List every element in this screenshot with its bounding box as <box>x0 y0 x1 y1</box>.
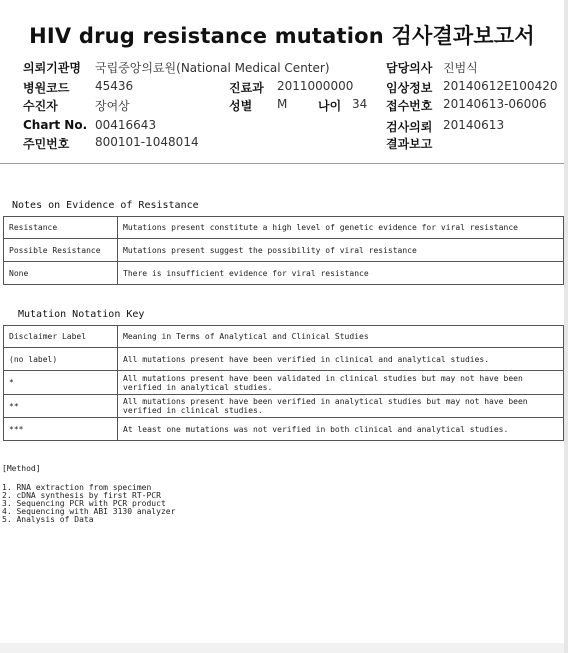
doctor-label: 담당의사 <box>386 61 433 75</box>
age-label: 나이 <box>318 99 342 113</box>
notation-desc: All mutations present have been validated in clinical studies but may not have been verified in analytical studies. <box>118 371 564 395</box>
notation-desc: Meaning in Terms of Analytical and Clinical Studies <box>118 326 564 348</box>
evidence-label: Possible Resistance <box>4 239 118 262</box>
header-divider <box>0 163 564 164</box>
table-row <box>4 395 564 418</box>
method-step: 3. Sequencing PCR with PCR product <box>2 499 166 508</box>
receipt-value: 20140613-06006 <box>443 97 547 111</box>
method-step: 5. Analysis of Data <box>2 515 94 524</box>
table-row <box>4 217 564 239</box>
table-row <box>4 239 564 262</box>
report-title: HIV drug resistance mutation 검사결과보고서 <box>29 24 535 48</box>
sex-value: M <box>277 97 288 111</box>
table-row <box>4 326 564 348</box>
table-row <box>4 371 564 395</box>
test-request-label: 검사의뢰 <box>386 120 433 134</box>
age-value: 34 <box>352 97 368 111</box>
notation-label: (no label) <box>4 348 118 371</box>
department-label: 진료과 <box>229 81 264 95</box>
evidence-table <box>3 216 564 285</box>
notation-table <box>3 325 564 441</box>
test-request-value: 20140613 <box>443 118 505 132</box>
patient-label: 수진자 <box>23 99 58 113</box>
clinical-info-label: 임상정보 <box>386 81 433 95</box>
method-heading: [Method] <box>2 464 41 473</box>
hospital-code-label: 병원코드 <box>23 81 70 95</box>
method-step: 1. RNA extraction from specimen <box>2 483 152 492</box>
institution-value: 국립중앙의료원(National Medical Center) <box>95 61 330 75</box>
notation-heading: Mutation Notation Key <box>18 309 145 320</box>
notation-desc: At least one mutations was not verified in both clinical and analytical studies. <box>118 418 564 441</box>
notation-label: *** <box>4 418 118 441</box>
notation-label: * <box>4 371 118 395</box>
result-report-label: 결과보고 <box>386 137 433 151</box>
table-row <box>4 262 564 285</box>
doctor-value: 진범식 <box>443 61 478 75</box>
patient-value: 장여상 <box>95 99 130 113</box>
evidence-desc: Mutations present suggest the possibility of viral resistance <box>118 239 564 262</box>
evidence-heading: Notes on Evidence of Resistance <box>12 200 199 211</box>
method-step: 2. cDNA synthesis by first RT-PCR <box>2 491 161 500</box>
institution-label: 의뢰기관명 <box>23 61 81 75</box>
notation-desc: All mutations present have been verified in clinical and analytical studies. <box>118 348 564 371</box>
notation-desc: All mutations present have been verified in analytical studies but may not have been verified in clinical studies. <box>118 395 564 418</box>
evidence-label: Resistance <box>4 217 118 239</box>
evidence-label: None <box>4 262 118 285</box>
evidence-desc: There is insufficient evidence for viral resistance <box>118 262 564 285</box>
method-step: 4. Sequencing with ABI 3130 analyzer <box>2 507 176 516</box>
table-row <box>4 418 564 441</box>
notation-label: ** <box>4 395 118 418</box>
table-row <box>4 348 564 371</box>
resident-no-value: 800101-1048014 <box>95 135 199 149</box>
resident-no-label: 주민번호 <box>23 137 70 151</box>
department-value: 2011000000 <box>277 79 354 93</box>
receipt-label: 접수번호 <box>386 99 433 113</box>
vertical-scrollbar[interactable] <box>564 0 568 653</box>
sex-label: 성별 <box>229 99 253 113</box>
evidence-desc: Mutations present constitute a high level of genetic evidence for viral resistance <box>118 217 564 239</box>
chart-no-label: Chart No. <box>23 118 88 132</box>
chart-no-value: 00416643 <box>95 118 157 132</box>
notation-label: Disclaimer Label <box>4 326 118 348</box>
clinical-info-value: 20140612E100420 <box>443 79 558 93</box>
hospital-code-value: 45436 <box>95 79 134 93</box>
